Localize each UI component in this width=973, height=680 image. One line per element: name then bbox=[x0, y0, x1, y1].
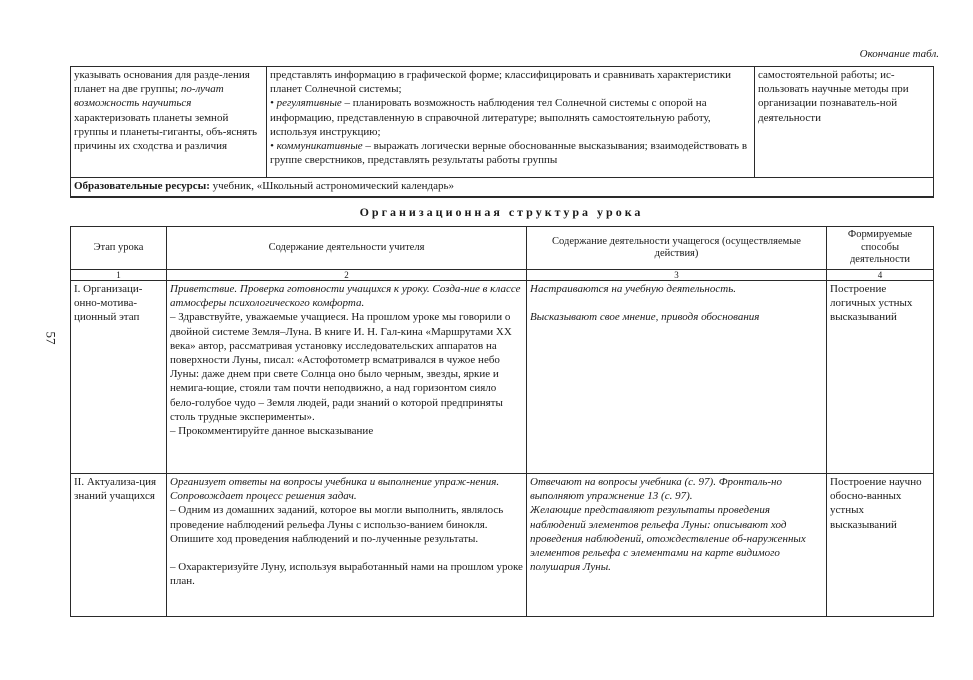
table-row bbox=[71, 474, 934, 617]
column-number: 4 bbox=[827, 270, 934, 281]
teacher-text-1: – Здравствуйте, уважаемые учащиеся. На прошлом уроке мы говорили о двойной системе Земля–Луна. В книге И. Н. Гал-кина «Маршрутами XX века» автор, рассматривая установку исследовательских аппаратов на поверхности Луны, писал: «Астофотометр всматривался в чужое небо Луны: даже днем при свете Солнца оно было черным, звезды, яркие и немига-ющие, стояли там почти неподвижно, а над горизонтом сияло бело-голубое чудо – Земля людей, ради знаний о которой предприняты столь трудные эксперименты». bbox=[170, 311, 512, 423]
teacher-italic-text: Организует ответы на вопросы учебника и выполнение упраж-нения. Сопровождает процесс решения задач. bbox=[170, 476, 500, 503]
subject-text-2: характеризовать планеты земной группы и планеты-гиганты, объ-яснять причины их сходства и различия bbox=[74, 111, 258, 153]
student-text-1: Отвечают на вопросы учебника (с. 97). Фронталь-но выполняют упражнение 13 (с. 97). bbox=[530, 476, 783, 503]
resources-row bbox=[71, 178, 934, 198]
teacher-text-2: – Охарактеризуйте Луну, используя выработанный нами на прошлом уроке план. bbox=[170, 561, 523, 588]
results-cell-meta bbox=[267, 67, 755, 178]
results-cell-personal: самостоятельной работы; ис-пользовать научные методы при организации познаватель-ной деятельности bbox=[755, 67, 934, 178]
column-number: 1 bbox=[71, 270, 167, 281]
regulative-text: – планировать возможность наблюдения тел Солнечной системы с опорой на информацию, представленную в справочной литературе; выполнять самостоятельную работу, используя инструкцию; bbox=[270, 97, 711, 138]
regulative-label: • регулятивные bbox=[270, 97, 342, 110]
teacher-text-1: – Одним из домашних заданий, которое вы могли выполнить, являлось проведение наблюдений рельефа Луны с использо-ванием бинокля. Опишите ход проведения наблюдений и по-лученные результаты. bbox=[170, 504, 504, 545]
results-cell-subject bbox=[71, 67, 267, 178]
teacher-cell bbox=[167, 474, 527, 617]
header-stage: Этап урока bbox=[71, 227, 167, 270]
column-number: 2 bbox=[167, 270, 527, 281]
subject-text-1: указывать основания для разде-ления планет на две группы; bbox=[74, 69, 250, 96]
competencies-table bbox=[70, 66, 934, 198]
student-text-2: Желающие представляют результаты проведения наблюдений элементов рельефа Луны: описывают ход проведения наблюдений, отождествление об-наруженных элементов рельефа с элементами на карте видимого полушария Луны. bbox=[530, 504, 806, 574]
table-row bbox=[71, 281, 934, 474]
teacher-text-2: – Прокомментируйте данное высказывание bbox=[170, 425, 374, 438]
subject-text-italic: по-лучат возможность научиться bbox=[74, 83, 224, 110]
resources-label: Образовательные ресурсы: bbox=[74, 180, 210, 192]
student-text-1: Настраиваются на учебную деятельность. bbox=[530, 283, 736, 295]
page-number: 57 bbox=[43, 331, 59, 345]
resources-text: учебник, «Школьный астрономический календарь» bbox=[212, 180, 454, 192]
section-title: Организационная структура урока bbox=[359, 205, 644, 219]
stage-cell: II. Актуализа-ция знаний учащихся bbox=[71, 474, 167, 617]
methods-cell: Построение логичных устных высказываний bbox=[827, 281, 934, 474]
column-number: 3 bbox=[527, 270, 827, 281]
meta-text-1: представлять информацию в графической форме; классифицировать и сравнивать характеристики планет Солнечной системы; bbox=[270, 69, 731, 96]
header-student: Содержание деятельности учащегося (осуществляемые действия) bbox=[527, 227, 827, 270]
student-cell bbox=[527, 281, 827, 474]
header-teacher: Содержание деятельности учителя bbox=[167, 227, 527, 270]
student-text-2: Высказывают свое мнение, приводя обоснования bbox=[530, 311, 760, 324]
communicative-label: • коммуникативные bbox=[270, 140, 363, 153]
student-cell bbox=[527, 474, 827, 617]
teacher-italic-text: Приветствие. Проверка готовности учащихся к уроку. Созда-ние в классе атмосферы психологического комфорта. bbox=[170, 283, 521, 310]
lesson-structure-table bbox=[70, 226, 934, 617]
table-row bbox=[71, 67, 934, 178]
methods-cell: Построение научно обосно-ванных устных высказываний bbox=[827, 474, 934, 617]
header-row bbox=[71, 227, 934, 270]
resources-cell bbox=[71, 178, 934, 198]
teacher-cell bbox=[167, 281, 527, 474]
column-number-row bbox=[71, 270, 934, 281]
header-methods: Формируемые способы деятельности bbox=[827, 227, 934, 270]
communicative-text: – выражать логически верные обоснованные высказывания; взаимодействовать в группе сверстников, представлять результаты работы группы bbox=[270, 140, 748, 167]
table-continuation-note: Окончание табл. bbox=[859, 48, 939, 60]
stage-cell: I. Организаци-онно-мотива-ционный этап bbox=[71, 281, 167, 474]
